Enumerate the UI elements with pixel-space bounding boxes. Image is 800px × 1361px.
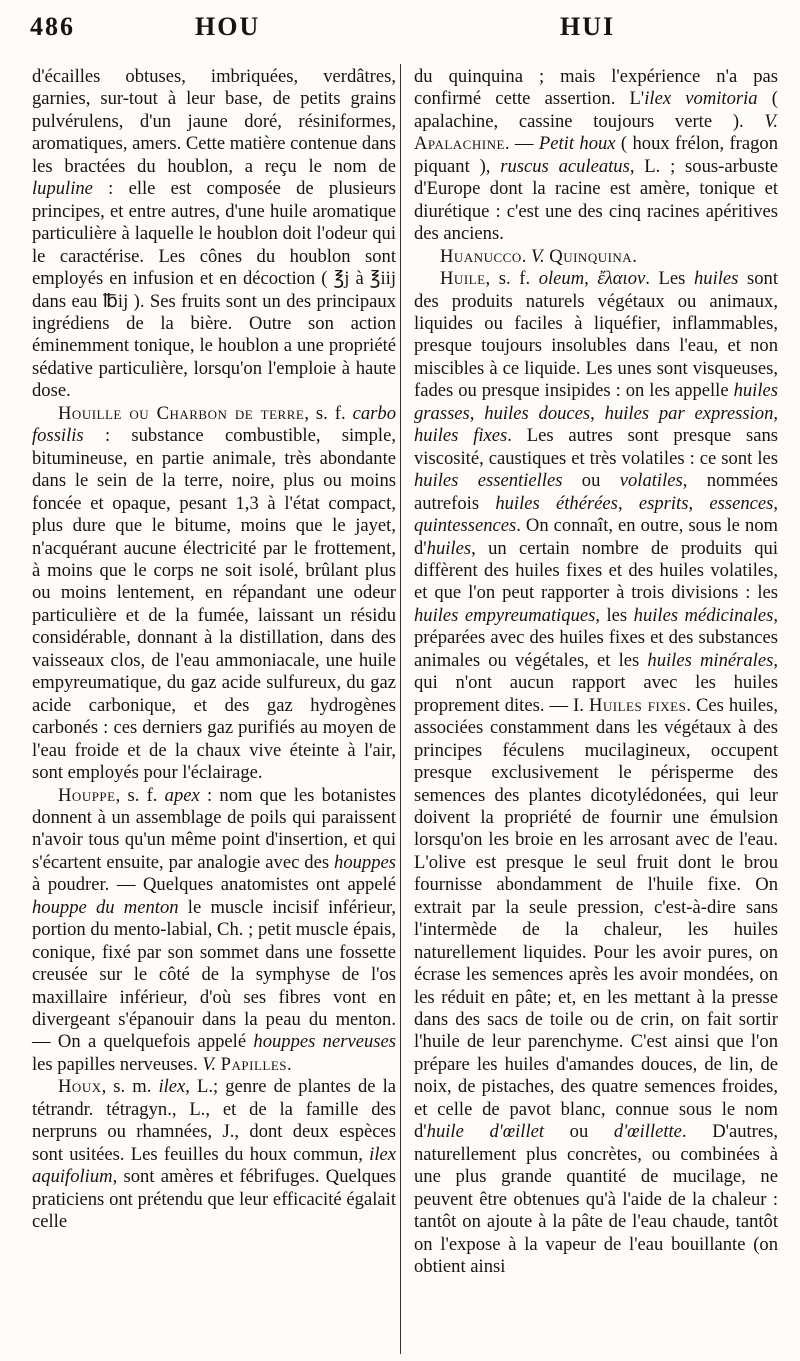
italic-term: quintessences	[414, 515, 517, 537]
italic-term: houppes	[334, 851, 396, 873]
italic-term: V.	[531, 245, 545, 267]
italic-term: huiles empyreumatiques	[414, 604, 596, 626]
entry-text: ,	[688, 492, 710, 514]
running-header	[30, 8, 770, 48]
italic-term: huiles minérales	[647, 649, 774, 671]
italic-term: apex	[164, 784, 200, 806]
headword: Huiles fixes	[588, 694, 687, 716]
entry-text: : substance combustible, simple, bitumineuse, en partie animale, très abondante dans le sein de la terre, noire, plus ou moins foncée et opaque, pesant 1,3 à l'état compact, plus dure que le bitume, moins que le jayet, n'acquérant aucune électricité par le frottement, à moins que le corps ne soit isolé, brûlant plus ou moins lentement, en répandant une odeur particulière et de la fumée, laissant un résidu considérable, donnant à la distillation, dans des vaisseaux clos, de l'eau ammoniacale, une huile empyreumatique, du gaz acide sulfureux, du gaz acide carbonique, et des gaz hydrogènes carbonés : ces derniers gaz purifiés au moyen de l'eau froide et de la chaux vive éteinte à l'air, sont employés pour l'éclairage.	[32, 425, 396, 784]
italic-term: ilex aquifolium	[32, 1143, 396, 1188]
headword: Houx	[58, 1076, 102, 1098]
entry-text: . —	[504, 133, 539, 155]
entry-text: le muscle incisif inférieur, portion du mento-labial, Ch. ; petit muscle épais, conique, fixé par son sommet dans une fossette creusée sur le côté de la symphyse de l'os maxillaire inférieur, d'où ses fibres vont en divergeant s'épanouir dans la peau du menton. — On a quelquefois appelé	[32, 896, 396, 1053]
entry-text: , nommées autrefois	[414, 470, 779, 514]
entry-text: , les	[595, 604, 634, 626]
entry-text: les papilles nerveuses.	[32, 1053, 203, 1075]
entry-text: . Les	[645, 268, 694, 290]
headword: Houille ou Charbon de terre	[58, 402, 305, 424]
italic-term: huiles	[693, 268, 739, 290]
italic-term: huiles grasses	[414, 380, 778, 424]
entry-text: , un certain nombre de produits qui diffèrent des huiles fixes et des huiles volatiles, et que l'on peut rapporter à trois divisions : les	[414, 537, 778, 604]
entry-houblon-cont	[32, 66, 396, 403]
entry-huanucco	[414, 246, 778, 268]
entry-text: ,	[773, 492, 779, 514]
entry-text: sont des produits naturels végétaux ou animaux, liquides ou faciles à liquéfier, inflammables, presque toujours insolubles dans l'eau, et non miscibles à ce liquide. Les unes sont visqueuses, fades ou presque insipides : on les appelle	[414, 268, 778, 402]
headword: Houppe	[58, 784, 116, 806]
entry-text: , L. ; sous-arbuste d'Europe dont la racine est amère, tonique et diurétique : c'est une des cinq racines apéritives des anciens.	[414, 155, 779, 245]
entry-text: .	[287, 1053, 292, 1075]
italic-term: d'œillette	[613, 1121, 682, 1143]
entry-text: , s. f.	[304, 402, 353, 424]
entry-text: . On connaît, en outre, sous le nom d'	[414, 515, 778, 559]
entry-text: : nom que les botanistes donnent à un assemblage de poils qui paraissent n'avoir tous qu'un même point d'insertion, et qui s'écartent ensuite, par analogie avec des	[32, 784, 396, 873]
italic-term: volatiles	[619, 470, 683, 492]
entry-houppe	[32, 785, 396, 1077]
headword: Huanucco	[440, 245, 522, 267]
column-divider	[400, 64, 401, 1354]
italic-term: lupuline	[32, 178, 93, 200]
right-column	[414, 66, 778, 1278]
italic-term: Petit houx	[538, 133, 616, 155]
italic-term: ruscus aculeatus	[500, 155, 630, 177]
entry-text: du quinquina ; mais l'expérience n'a pas confirmé cette assertion. L'	[414, 66, 778, 110]
italic-term: essences	[709, 492, 774, 514]
entry-houx	[32, 1076, 396, 1233]
entry-text: ( apalachine, cassine toujours verte ).	[414, 88, 778, 132]
left-running-head: HOU	[195, 12, 261, 41]
entry-text: ou	[562, 470, 620, 492]
italic-term: ilex	[158, 1076, 186, 1098]
headword: Huile	[440, 268, 486, 290]
entry-text: , L.; genre de plantes de la tétrandr. tétragyn., L., et de la famille des nerpruns ou rhamnées, J., dont deux espèces sont usitées. Les feuilles du houx commun,	[32, 1076, 396, 1165]
italic-term: V.	[764, 110, 778, 132]
entry-text: . Les autres sont presque sans viscosité, caustiques et très volatiles : ce sont les	[414, 425, 779, 469]
entry-text: . D'autres, naturellement plus concrètes, ou combinées à une plus grande quantité de mucilage, ne peuvent être obtenues qu'à l'aide de la chaleur : tantôt on ajoute à la pâte de l'eau chaude, tantôt on l'expose à la vapeur de l'eau bouillante (on obtient ainsi	[414, 1121, 779, 1278]
italic-term: ἔλαιον	[597, 268, 646, 290]
entry-text: .	[521, 245, 532, 267]
page-number: 486	[30, 12, 75, 41]
entry-text: .	[632, 245, 637, 267]
italic-term: houppes nerveuses	[253, 1031, 396, 1053]
italic-term: huile d'œillet	[426, 1121, 545, 1143]
italic-term: huiles fixes	[414, 425, 508, 447]
italic-term: huiles médicinales	[633, 604, 774, 626]
headword: Papilles	[220, 1053, 288, 1075]
entry-text: , s. f.	[115, 784, 165, 806]
entry-huile	[414, 268, 778, 1278]
entry-text: ,	[590, 402, 605, 424]
entry-text: ,	[617, 492, 639, 514]
entry-text: ,	[584, 268, 598, 290]
entry-text: , sont amères et fébrifuges. Quelques praticiens ont prétendu que leur efficacité égalait celle	[32, 1166, 396, 1233]
left-column	[32, 66, 396, 1234]
italic-term: huiles par expression	[604, 402, 774, 424]
headword: Apalachine	[414, 133, 505, 155]
italic-term: huiles	[426, 537, 472, 559]
italic-term: oleum	[538, 268, 585, 290]
italic-term: huiles essentielles	[414, 470, 563, 492]
italic-term: V.	[202, 1053, 217, 1075]
entry-text: ou	[544, 1121, 614, 1143]
headword: Quinquina	[549, 245, 633, 267]
italic-term: carbo fossilis	[32, 402, 396, 447]
italic-term: houppe du menton	[32, 896, 179, 918]
entry-text: ,	[469, 402, 485, 424]
italic-term: huiles éthérées	[495, 492, 618, 514]
entry-houille	[32, 403, 396, 785]
entry-text: ,	[773, 402, 779, 424]
entry-text: : elle est composée de plusieurs principes, et entre autres, d'une huile aromatique particulière à laquelle le houblon doit l'odeur qui le caractérise. Les cônes du houblon sont employés en infusion et en décoction ( ℥j à ℥iij dans eau ℔ij ). Ses fruits sont un des principaux ingrédiens de la bière. Outre son action éminemment tonique, le houblon a une propriété sédative particulière, lorsqu'on l'emploie à haute dose.	[32, 178, 396, 402]
italic-term: ilex vomitoria	[644, 88, 758, 110]
entry-text: à poudrer. — Quelques anatomistes ont appelé	[32, 874, 396, 896]
entry-text: d'écailles obtuses, imbriquées, verdâtres, garnies, sur-tout à leur base, de petits grains pulvérulens, d'un jaune doré, résiniformes, aromatiques, amers. Cette matière contenue dans les bractées du houblon, a reçu le nom de	[32, 66, 396, 177]
entry-text: , s. f.	[485, 268, 539, 290]
entry-text: , préparées avec des huiles fixes et des substances animales ou végétales, et les	[414, 604, 779, 671]
italic-term: esprits	[638, 492, 689, 514]
entry-houx-cont	[414, 66, 778, 246]
entry-text: , qui n'ont aucun rapport avec les huiles proprement dites. — I.	[414, 649, 778, 716]
italic-term: huiles douces	[484, 402, 591, 424]
entry-text: , s. m.	[101, 1076, 159, 1098]
entry-text: ( houx frélon, fragon piquant ),	[414, 133, 779, 177]
right-running-head: HUI	[560, 12, 616, 41]
entry-text: . Ces huiles, associées constamment dans les végétaux à des principes féculens mucilagineux, occupent presque exclusivement le périsperme des semences des plantes dicotylédonées, qui leur doivent la propriété de fournir une émulsion lorsqu'on les broie en les arrosant avec de l'eau. L'olive est presque le seul fruit dont le brou fournisse abondamment de l'huile fixe. On extrait par la seule pression, c'est-à-dire sans l'intermède de la chaleur, les huiles naturellement liquides. Pour les avoir pures, on écrase les semences après les avoir mondées, on les réduit en pâte; et, en les mettant à la presse dans des sacs de toile ou de crin, on fait sortir l'huile de leur parenchyme. C'est ainsi que l'on prépare les huiles d'amandes douces, de lin, de noix, de pistaches, des quatre semences froides, et celle de pavot blanc, connue sous le nom d'	[414, 694, 778, 1143]
